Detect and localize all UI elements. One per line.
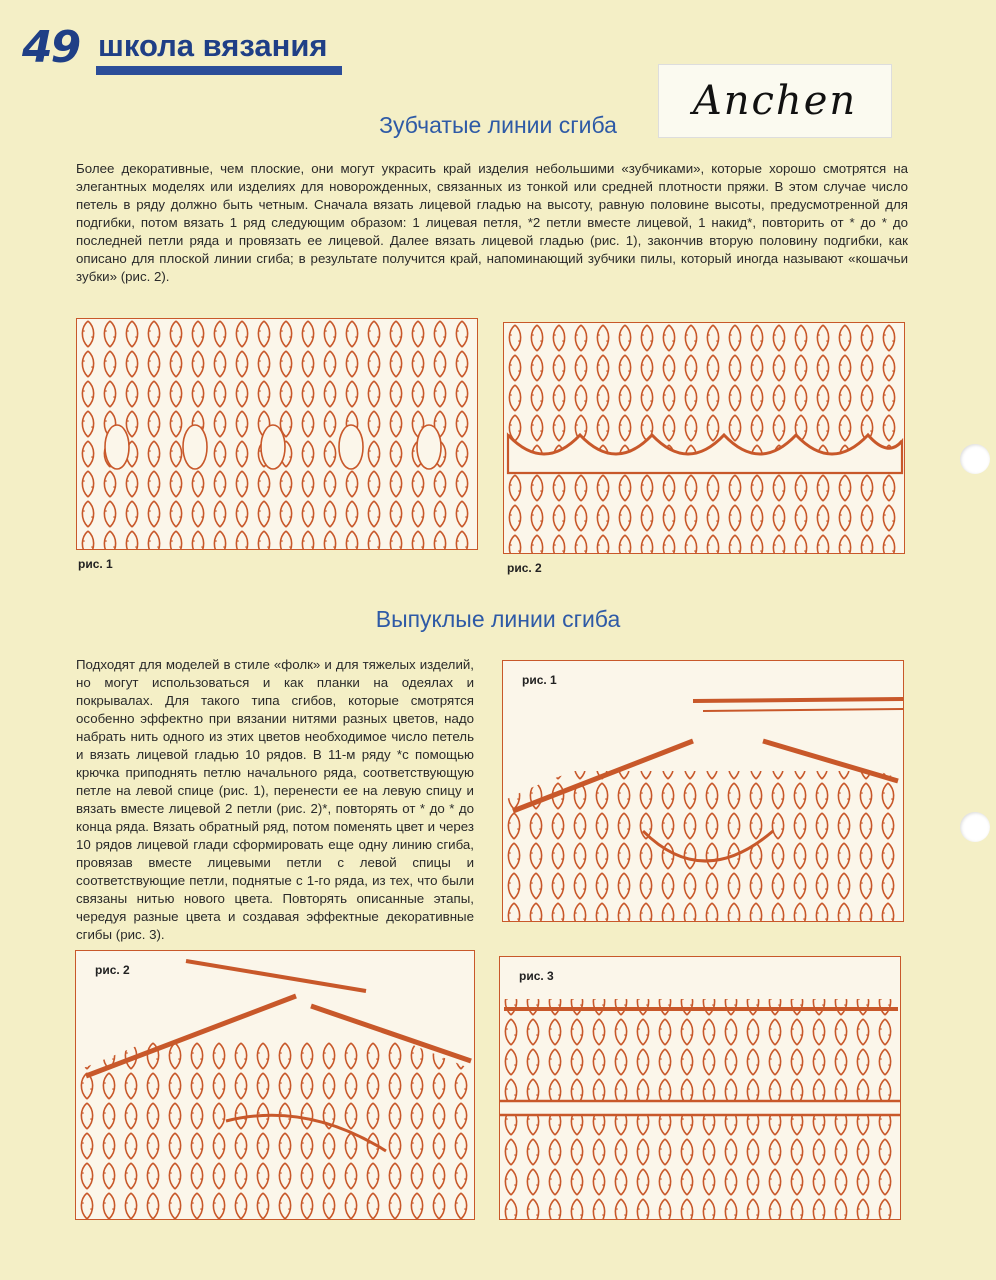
title-underline-bar xyxy=(96,66,342,75)
figure-1-zigzag xyxy=(76,318,478,550)
paragraph-zigzag-fold: Более декоративные, чем плоские, они могут украсить край изделия небольшими «зубчиками», которые хорошо смотрятся на элегантных моделях или изделиях для новорожденных, связанных из тонкой или средней плотности пряжи. В этом случае число петель в ряду должно быть четным. Сначала вязать лицевой гладью на высоту, равную половине высоты, предусмотренной для подгибки, потом вязать 1 ряд следующим образом: 1 лицевая петля, *2 петли вместе лицевой, 1 накид*, повторить от * до * до последней петли ряда и провязать ее лицевой. Далее вязать лицевой гладью (рис. 1), закончив вторую половину подгибки, как описано для плоской линии сгиба; в результате получится край, напоминающий зубчики пилы, который иногда называют «кошачьи зубки» (рис. 2). xyxy=(76,161,908,284)
page-number: 49 xyxy=(22,22,80,73)
figure-2-picot-edge xyxy=(503,322,905,554)
heading-zigzag-fold: Зубчатые линии сгиба xyxy=(379,112,617,138)
caption-fig2: рис. 2 xyxy=(507,561,542,575)
binder-hole-bottom xyxy=(960,812,990,842)
knit-illustration-hook-lift xyxy=(503,661,904,922)
watermark-logo: Anchen xyxy=(658,64,892,138)
figure-raised-2 xyxy=(75,950,475,1220)
caption-raised-fig2: рис. 2 xyxy=(92,963,133,977)
caption-fig1: рис. 1 xyxy=(78,557,113,571)
paragraph-raised-fold: Подходят для моделей в стиле «фолк» и для тяжелых изделий, но могут использоваться и как планки на одеялах и покрывалах. Для такого типа сгибов, которые смотрятся особенно эффектно при вязании нитями разных цветов, надо набрать нить одного из этих цветов необходимое число петель и вязать лицевой гладью 10 рядов. В 11-м ряду *с помощью крючка приподнять петлю начального ряда, соответствующую петле на левой спице (рис. 1), перенести ее на левую спицу и вязать вместе лицевой 2 петли (рис. 2)*, повторять от * до * до конца ряда. Вязать обратный ряд, потом поменять цвет и через 10 рядов лицевой глади сформировать еще одну линию сгиба, провязав вместе лицевыми петли с левой спицы и соответствующие петли, поднятые с 1-го ряда, из тех, что были связаны нитью нового цвета. Повторять описанные этапы, чередуя разные цвета и создавая эффектные декоративные сгибы (рис. 3). xyxy=(76,657,474,942)
figure-raised-3 xyxy=(499,956,901,1220)
heading-raised-fold: Выпуклые линии сгиба xyxy=(375,606,621,632)
knit-illustration-eyelet-row xyxy=(77,319,478,550)
section-title: школа вязания xyxy=(98,28,328,63)
caption-raised-fig1: рис. 1 xyxy=(519,673,560,687)
knit-illustration-knit-together xyxy=(76,951,475,1220)
binder-hole-top xyxy=(960,444,990,474)
knit-illustration-picot-edge xyxy=(504,323,905,554)
knit-illustration-finished-folds xyxy=(500,957,901,1220)
figure-raised-1 xyxy=(502,660,904,922)
caption-raised-fig3: рис. 3 xyxy=(516,969,557,983)
